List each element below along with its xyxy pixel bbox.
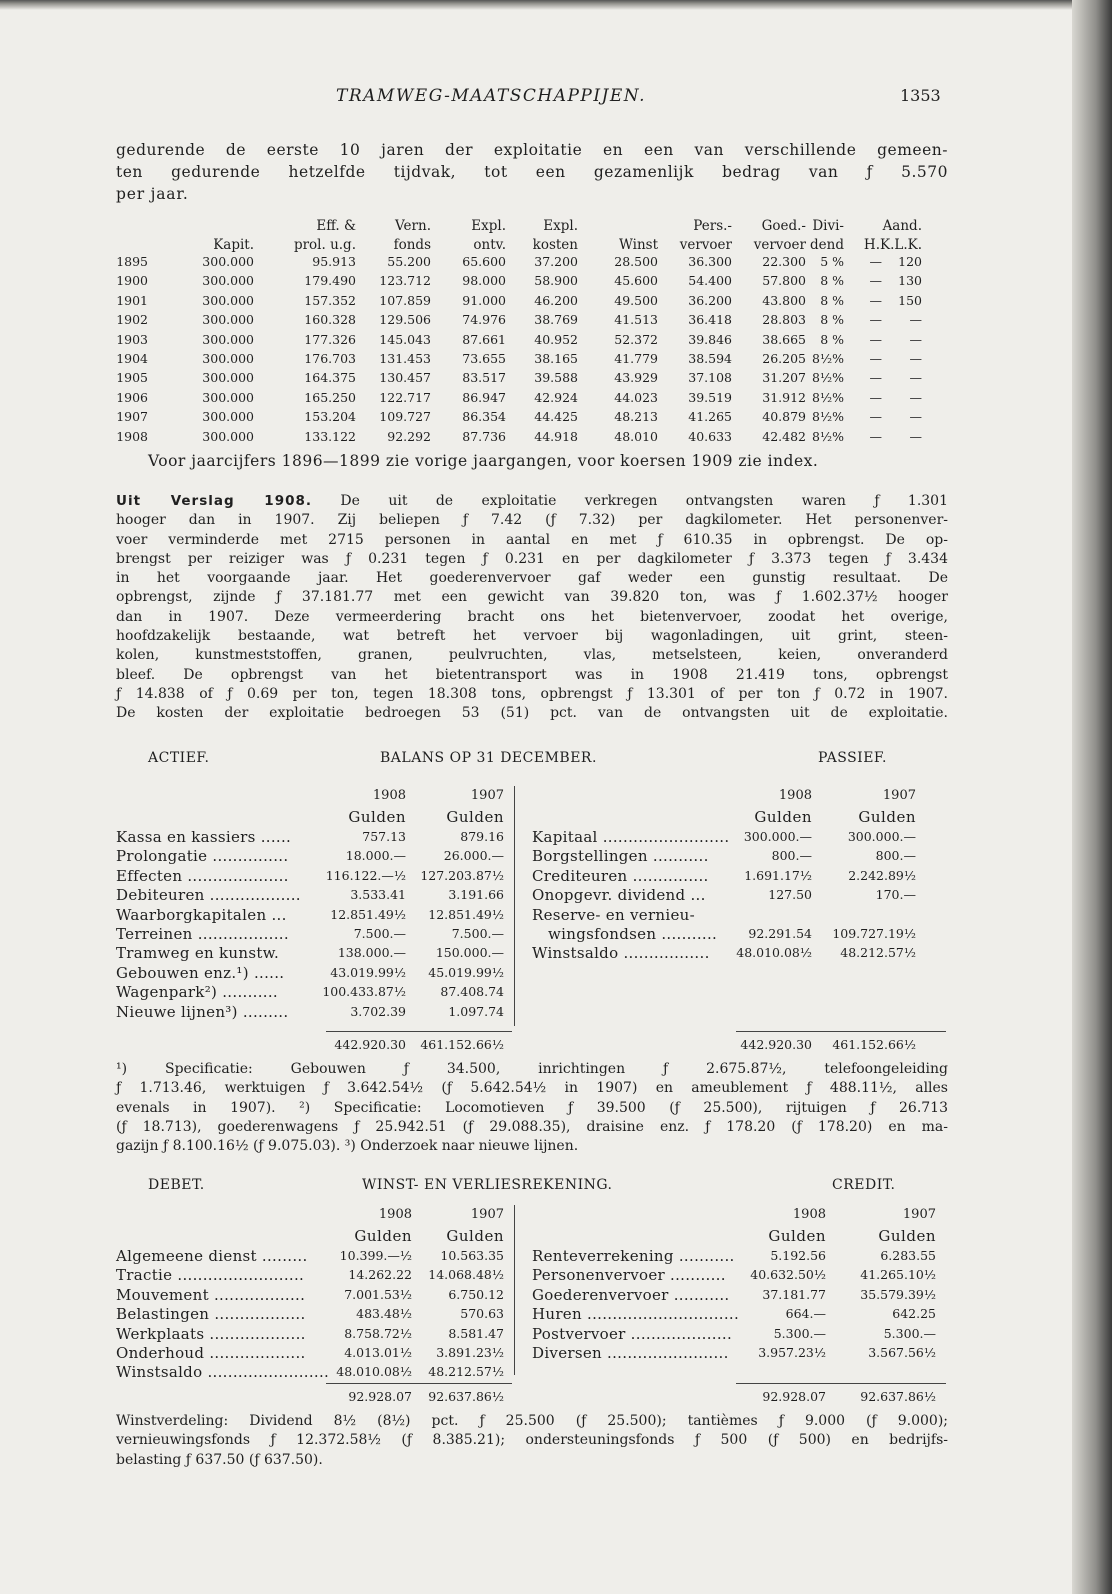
history-header-1-7: Pers.- [693,218,732,234]
verslag-line-6: opbrengst, zijnde ƒ 37.181.77 met een gewicht van 39.820 ton, was ƒ 1.602.37½ hooger [116,589,948,606]
balans-note-4: (ƒ 18.713), goederenwagens ƒ 25.942.51 (ƒ 29.088.35), draisine enz. ƒ 178.20 (ƒ 178.20) en ma- [116,1118,948,1135]
history-cell: 8 % [820,292,844,308]
winst-block-right-v1: 37.181.77 [762,1286,826,1302]
balans-block-left-v2: 3.191.66 [448,887,504,903]
history-cell: 26.205 [762,351,806,366]
balans-block-left-label: Tramweg en kunstw. [116,944,280,963]
winstverdeling-line-2: vernieuwingsfonds ƒ 12.372.58½ (ƒ 8.385.21); ondersteuningsfonds ƒ 500 (ƒ 500) en bedrijfs- [116,1432,948,1449]
winst-block-left-v2: 6.750.12 [448,1286,504,1302]
balans-block-divider [514,786,515,1026]
balans-block-left-label: Prolongatie ............... [116,847,289,866]
balans-block-right-label: wingsfondsen ........... [548,925,718,943]
winst-block-right-v2: 6.283.55 [880,1248,936,1263]
history-cell: 129.506 [379,312,431,328]
balans-block-right-v1: 1.691.17½ [744,867,812,883]
winst-block-right-v2: 642.25 [892,1306,936,1322]
balans-block-left-v2: 45.019.99½ [428,964,504,980]
history-cell: 92.292 [387,428,431,444]
history-cell: 40.879 [762,409,806,425]
history-cell: — [909,312,922,328]
history-cell: 58.900 [534,273,578,289]
balans-block-right-v2: 2.242.89½ [848,867,916,883]
history-cell: — [869,273,882,289]
history-footnote: Voor jaarcijfers 1896—1899 zie vorige jaargangen, voor koersen 1909 zie index. [148,452,819,470]
history-header-1-8: Goed.- [761,218,806,234]
history-cell: 36.418 [688,312,732,328]
history-cell: 120 [898,254,922,269]
history-header-2-1: Kapit. [213,237,254,253]
balans-block-left-v1: 18.000.— [345,848,406,864]
history-cell: — [869,331,882,347]
history-header-1-2: Eff. & [316,218,356,234]
verslag-line-4: brengst per reiziger was ƒ 0.231 tegen ƒ 0.231 en per dagkilometer ƒ 3.373 tegen ƒ 3.434 [116,550,948,567]
history-cell: 153.204 [304,409,356,425]
balans-block-left-v2: 127.203.87½ [420,867,504,883]
balans-block-right-label: Kapitaal ......................... [532,828,730,846]
history-cell: 52.372 [614,331,658,347]
history-cell: 36.200 [688,292,732,308]
history-cell: — [869,370,882,386]
history-cell: 300.000 [202,389,254,405]
winst-block-right-v2: 5.300.— [883,1325,936,1341]
history-year: 1902 [116,312,148,328]
balans-block-left-v1: 3.702.39 [350,1003,406,1019]
winstverdeling-line-1: Winstverdeling: Dividend 8½ (8½) pct. ƒ 25.500 (ƒ 25.500); tantièmes ƒ 9.000 (ƒ 9.000); [116,1413,948,1429]
history-header-2-7: vervoer [679,237,732,253]
winst-block-right-v1: 40.632.50½ [750,1267,826,1283]
balans-block-year-1: 1907 [470,788,504,803]
balans-block-left-v1: 12.851.49½ [330,906,406,922]
verslag-line-9: kolen, kunstmeststoffen, granen, peulvruchten, vlas, metselsteen, keien, onveranderd [116,647,948,664]
balans-note-1: ¹) Specificatie: Gebouwen ƒ 34.500, inrichtingen ƒ 2.675.87½, telefoongeleiding [116,1061,948,1077]
history-cell: 165.250 [304,389,356,405]
history-cell: 37.200 [534,254,578,269]
balans-block-year-0: 1908 [372,788,406,803]
history-cell: 83.517 [462,370,506,386]
history-cell: — [869,409,882,425]
history-cell: 42.924 [534,389,578,405]
history-header-1-9: Divi- [812,218,844,234]
history-cell: 8 % [820,273,844,289]
history-cell: — [909,428,922,444]
balans-block-right-v2: 109.727.19½ [832,926,916,941]
winst-block-year-0: 1908 [378,1207,412,1222]
history-cell: 300.000 [202,273,254,289]
winst-block-unit-2: Gulden [768,1227,826,1245]
balans-right-heading: PASSIEF. [818,750,887,766]
history-header-1-3: Vern. [395,218,431,234]
winst-block-left-label: Belastingen .................. [116,1305,306,1324]
balans-block-left-v1: 3.533.41 [350,887,406,903]
verslag-line-5: in het voorgaande jaar. Het goederenvervoer gaf weder een gunstig resultaat. De [116,570,948,587]
balans-block-right-label: Onopgevr. dividend ... [532,886,706,905]
history-cell: 98.000 [462,273,506,289]
balans-block-left-label: Nieuwe lijnen³) ......... [116,1002,289,1021]
winst-block-total-left-1907: 92.637.86½ [428,1389,504,1404]
history-cell: 87.736 [462,428,506,444]
history-cell: 8½% [812,370,844,386]
winst-block-left-v2: 48.212.57½ [428,1364,504,1380]
balans-block-unit-0: Gulden [348,808,406,826]
history-year: 1904 [116,351,148,366]
history-cell: 177.326 [304,331,356,347]
history-cell: 300.000 [202,428,254,444]
balans-block-right-v2: 300.000.— [847,829,916,844]
winst-left-heading: DEBET. [148,1177,205,1193]
balans-block-right-v1: 127.50 [768,887,812,903]
history-cell: 42.482 [762,428,806,444]
history-cell: 46.200 [534,292,578,308]
history-cell: — [909,389,922,405]
history-cell: 300.000 [202,292,254,308]
winst-block-left-v2: 10.563.35 [440,1248,504,1263]
history-cell: 179.490 [304,273,356,289]
history-header-2-4: ontv. [473,237,506,253]
history-cell: 130 [898,273,922,289]
history-cell: 38.769 [534,312,578,328]
balans-block-right-v1: 48.010.08½ [736,945,812,961]
winst-block-left-label: Tractie ......................... [116,1266,305,1285]
winst-block-year-3: 1907 [902,1207,936,1222]
winst-block-unit-0: Gulden [354,1227,412,1245]
history-cell: 22.300 [762,254,806,269]
winst-block-left-v2: 570.63 [460,1306,504,1322]
history-year: 1906 [116,389,148,405]
verslag-heading: Uit Verslag 1908. [116,493,313,509]
balans-note-5: gazijn ƒ 8.100.16½ (ƒ 9.075.03). ³) Onderzoek naar nieuwe lijnen. [116,1138,579,1155]
winst-block-right-v1: 3.957.23½ [758,1345,826,1360]
history-year: 1908 [116,428,148,444]
history-cell: 150 [898,292,922,308]
winst-block-right-label: Goederenvervoer ........... [532,1285,730,1304]
balans-block-left-label: Effecten .................... [116,866,289,885]
history-cell: 44.918 [534,428,578,444]
intro-line-2: ten gedurende hetzelfde tijdvak, tot een gezamenlijk bedrag van ƒ 5.570 [116,163,948,181]
balans-block-left-v1: 100.433.87½ [322,984,406,1000]
balans-block-year-3: 1907 [882,788,916,803]
balans-block-left-v2: 1.097.74 [448,1003,504,1019]
history-cell: 65.600 [462,254,506,269]
winst-block-total-left-1908: 92.928.07 [348,1389,412,1404]
balans-block-left-label: Terreinen .................. [116,925,289,943]
winst-block-left-label: Mouvement .................. [116,1285,306,1304]
history-cell: — [909,331,922,347]
history-cell: 5 % [820,254,844,269]
history-cell: 95.913 [312,254,356,269]
winst-block-left-label: Algemeene dienst ......... [116,1247,308,1265]
history-year: 1905 [116,370,148,386]
winst-block-unit-1: Gulden [446,1227,504,1245]
history-cell: — [869,254,882,269]
history-cell: — [869,389,882,405]
history-cell: 300.000 [202,331,254,347]
history-cell: 122.717 [379,389,431,405]
winst-block-right-v2: 41.265.10½ [860,1267,936,1283]
winst-block-left-label: Werkplaats ................... [116,1324,306,1343]
history-cell: 109.727 [379,409,431,425]
history-cell: 43.929 [614,370,658,386]
history-year: 1901 [116,292,148,308]
running-title: TRAMWEG-MAATSCHAPPIJEN. [336,86,646,106]
history-cell: 28.500 [614,254,658,269]
balans-block-left-v2: 879.16 [460,829,504,844]
balans-block-unit-3: Gulden [858,808,916,826]
history-cell: 31.207 [762,370,806,386]
balans-block-left-v1: 757.13 [362,829,406,844]
winst-block-year-1: 1907 [470,1207,504,1222]
history-cell: 176.703 [304,351,356,366]
history-year: 1903 [116,331,148,347]
history-year: 1907 [116,409,148,425]
balans-block-unit-2: Gulden [754,808,812,826]
balans-block-total-rule-left [326,1031,512,1032]
history-cell: — [869,351,882,366]
balans-block-left-v2: 12.851.49½ [428,906,504,922]
balans-block-unit-1: Gulden [446,808,504,826]
history-cell: 43.800 [762,292,806,308]
verslag-line-10: bleef. De opbrengst van het bietentransport was in 1908 21.419 tons, opbrengst [116,666,948,683]
balans-block-right-label: Reserve- en vernieu- [532,905,695,924]
history-cell: 8½% [812,351,844,366]
history-header-2-10: H.K.L.K. [863,237,922,253]
winst-block-total-right-1908: 92.928.07 [762,1389,826,1404]
history-cell: 87.661 [462,331,506,347]
history-cell: 131.453 [379,351,431,366]
winst-right-heading: CREDIT. [832,1177,896,1193]
winst-block-right-v1: 664.— [785,1306,826,1322]
balans-block-right-v1: 300.000.— [743,829,812,844]
scan-top-edge [0,0,1112,10]
history-cell: 133.122 [304,428,356,444]
winst-block-left-v1: 7.001.53½ [344,1286,412,1302]
history-year: 1900 [116,273,148,289]
history-cell: 86.947 [462,389,506,405]
balans-block-total-rule-right [736,1031,946,1032]
history-cell: — [869,292,882,308]
history-cell: — [869,428,882,444]
balans-block-right-v1: 800.— [771,848,812,864]
balans-block-right-label: Crediteuren ............... [532,866,709,885]
balans-block-right-v2: 48.212.57½ [840,945,916,961]
balans-block-right-v2: 170.— [875,887,916,903]
winst-block-right-label: Huren .............................. [532,1305,740,1324]
verslag-line-1 [116,492,948,511]
history-cell: 74.976 [462,312,506,328]
history-cell: 73.655 [462,351,506,366]
intro-line-3: per jaar. [116,185,189,203]
winst-block-left-v1: 10.399.—½ [339,1248,412,1263]
balans-block-left-label: Debiteuren .................. [116,886,301,905]
verslag-line-8: hoofdzakelijk bestaande, wat betreft het vervoer bij wagonladingen, uit grint, steen- [116,628,948,645]
history-cell: 54.400 [688,273,732,289]
balans-block-left-v2: 150.000.— [435,945,504,961]
winst-block-total-rule-right [736,1383,946,1384]
winstverdeling-line-3: belasting ƒ 637.50 (ƒ 637.50). [116,1451,323,1468]
winst-block-right-label: Renteverrekening ........... [532,1247,735,1265]
winstverdeling [116,1412,948,1470]
history-cell: 8½% [812,428,844,444]
history-cell: 145.043 [379,331,431,347]
balans-block-total-right-1907: 461.152.66½ [832,1037,916,1052]
history-cell: 300.000 [202,370,254,386]
balans-block-total-left-1907: 461.152.66½ [420,1037,504,1052]
history-cell: 160.328 [304,312,356,328]
history-cell: 8 % [820,331,844,347]
balans-block-right-label: Winstsaldo ................. [532,944,710,963]
balans-block-left-v2: 26.000.— [443,848,504,864]
winst-block-left-v2: 3.891.23½ [436,1345,504,1360]
history-cell: 48.213 [614,409,658,425]
history-cell: 40.952 [534,331,578,347]
history-header-1-10: Aand. [882,218,922,234]
winst-block-total-right-1907: 92.637.86½ [860,1389,936,1404]
winst-block-left-v1: 4.013.01½ [344,1345,412,1360]
winst-block-right-label: Personenvervoer ........... [532,1266,726,1285]
history-cell: 38.165 [534,351,578,366]
history-cell: 57.800 [762,273,806,289]
balans-block-left-v1: 7.500.— [353,926,406,941]
history-cell: 8½% [812,409,844,425]
winst-block-right-v1: 5.300.— [773,1325,826,1341]
balans-block-total-right-1908: 442.920.30 [740,1037,812,1052]
verslag-line-2: hooger dan in 1907. Zij beliepen ƒ 7.42 (ƒ 7.32) per dagkilometer. Het personenver- [116,512,948,529]
verslag-line-3: voer verminderde met 2715 personen in aantal en met ƒ 610.35 in opbrengst. De op- [116,531,948,548]
balans-left-heading: ACTIEF. [148,750,210,766]
history-header-2-3: fonds [393,237,431,253]
history-cell: — [909,370,922,386]
verslag-line-1-text: De uit de exploitatie verkregen ontvangsten waren ƒ 1.301 [312,493,948,509]
winst-block-left-v1: 8.758.72½ [344,1325,412,1341]
history-cell: 38.665 [762,331,806,347]
history-cell: 123.712 [379,273,431,289]
winst-block-right-label: Diversen ........................ [532,1344,729,1362]
history-cell: 40.633 [688,428,732,444]
balans-block-total-left-1908: 442.920.30 [334,1037,406,1052]
balans-block-left-label: Waarborgkapitalen ... [116,905,287,924]
balans-block-left-label: Gebouwen enz.¹) ...... [116,963,285,982]
verslag-line-11: ƒ 14.838 of ƒ 0.69 per ton, tegen 18.308 tons, opbrengst ƒ 13.301 of per ton ƒ 0.72 in 1907. [116,685,948,702]
history-year: 1895 [116,254,148,269]
balans-block-right-label: Borgstellingen ........... [532,847,709,866]
history-cell: 49.500 [614,292,658,308]
winst-block-left-v1: 48.010.08½ [336,1364,412,1380]
balans-note-3: evenals in 1907). ²) Specificatie: Locomotieven ƒ 39.500 (ƒ 25.500), rijtuigen ƒ 26.713 [116,1099,948,1116]
history-header-1-4: Expl. [471,218,506,234]
intro-line-1: gedurende de eerste 10 jaren der exploitatie en een van verschillende gemeen- [116,141,948,159]
history-cell: 39.588 [534,370,578,386]
winst-block-left-v1: 14.262.22 [348,1267,412,1283]
balans-block-left-v2: 7.500.— [451,926,504,941]
history-cell: 48.010 [614,428,658,444]
winst-block-right-label: Postvervoer .................... [532,1324,733,1343]
history-cell: 41.779 [614,351,658,366]
history-cell: 164.375 [304,370,356,386]
history-cell: 28.803 [762,312,806,328]
history-cell: 45.600 [614,273,658,289]
winst-block-unit-3: Gulden [878,1227,936,1245]
winst-block-right-v1: 5.192.56 [770,1248,826,1263]
balans-block-left-label: Wagenpark²) ........... [116,983,278,1002]
page-number: 1353 [900,86,941,105]
history-cell: 38.594 [688,351,732,366]
history-cell: 39.846 [688,331,732,347]
verslag-line-7: dan in 1907. Deze vermeerdering bracht ons het bietenvervoer, zoodat het overige, [116,608,948,625]
history-cell: 41.513 [614,312,658,328]
balans-note-2: ƒ 1.713.46, werktuigen ƒ 3.642.54½ (ƒ 5.642.54½ in 1907) en ameublement ƒ 488.11½, alles [116,1080,948,1097]
winst-block-total-rule-left [326,1383,512,1384]
history-cell: 39.519 [688,389,732,405]
history-cell: 86.354 [462,409,506,425]
history-cell: 91.000 [462,292,506,308]
history-cell: 130.457 [379,370,431,386]
balans-block-right-v2: 800.— [875,848,916,864]
winst-block-left-v2: 14.068.48½ [428,1267,504,1283]
history-cell: 300.000 [202,254,254,269]
history-cell: 300.000 [202,409,254,425]
winst-center-heading: WINST- EN VERLIESREKENING. [362,1177,613,1193]
history-header-2-9: dend [810,237,844,253]
history-cell: 44.425 [534,409,578,425]
history-cell: 36.300 [688,254,732,269]
history-header-2-5: kosten [532,237,578,253]
balans-block-year-2: 1908 [778,788,812,803]
history-header-2-2: prol. u.g. [293,237,356,253]
scan-binding-shadow [1072,0,1112,1594]
history-cell: — [869,312,882,328]
winst-block-left-v2: 8.581.47 [448,1325,504,1341]
history-cell: 37.108 [688,370,732,386]
history-cell: 31.912 [762,389,806,405]
balans-block-left-v1: 138.000.— [337,945,406,961]
verslag-section [116,492,948,724]
history-cell: 300.000 [202,312,254,328]
balans-center-heading: BALANS OP 31 DECEMBER. [380,750,597,766]
winst-block-right-v2: 3.567.56½ [868,1345,936,1360]
balans-block-left-v2: 87.408.74 [440,984,504,1000]
history-cell: 44.023 [614,389,658,405]
balans-block-left-v1: 116.122.—½ [325,867,406,883]
balans-block-left-v1: 43.019.99½ [330,964,406,980]
history-cell: 107.859 [379,292,431,308]
winst-block-left-label: Winstsaldo ........................ [116,1363,330,1382]
history-cell: 41.265 [688,409,732,425]
winst-block-left-v1: 483.48½ [356,1306,412,1322]
winst-block-year-2: 1908 [792,1207,826,1222]
balans-notes [116,1060,948,1156]
verslag-line-12: De kosten der exploitatie bedroegen 53 (51) pct. van de ontvangsten uit de exploitatie. [116,705,948,722]
history-cell: 300.000 [202,351,254,366]
history-cell: 8½% [812,389,844,405]
history-cell: — [909,409,922,425]
winst-block-right-v2: 35.579.39½ [860,1286,936,1302]
history-cell: 157.352 [304,292,356,308]
history-cell: — [909,351,922,366]
winst-block-left-label: Onderhoud ................... [116,1344,306,1362]
balans-block-right-v1: 92.291.54 [748,926,812,941]
history-cell: 55.200 [387,254,431,269]
history-header-2-6: Winst [618,237,658,253]
winst-block-divider [514,1205,515,1375]
history-cell: 8 % [820,312,844,328]
history-header-2-8: vervoer [753,237,806,253]
balans-block-left-label: Kassa en kassiers ...... [116,828,292,846]
history-header-1-5: Expl. [543,218,578,234]
